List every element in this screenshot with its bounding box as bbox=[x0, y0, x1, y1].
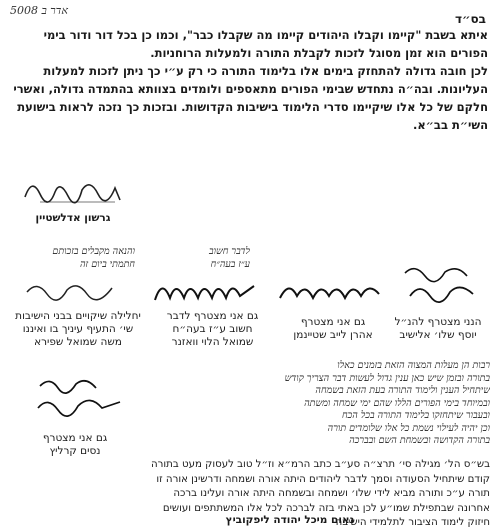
signer-4 bbox=[8, 310, 148, 349]
signature-scribble bbox=[150, 272, 260, 310]
signer-line: שי׳ התעיף עיניך בו ואיננו bbox=[22, 323, 134, 335]
bottom-paragraph: בש״ס הל׳ מגילה סי׳ תרצ״ה סע״ב כתב הרמ״א וז״ל טוב לעסוק מעט בתורה קודם שיתחיל הסעודה וסמך לדבר ליהודים היתה אורה ושמחה ודרשינן אורה זו תורה ע״כ ותורה מביא לידי שלו׳ ושמחה ובשמחה היתה אורה ועלינו ברכה אחרונה שבתפילת שמו״ע לכן באתי בזה לברכה לכל אלו המשתתפים ועושים חיזוק לימוד הציבור לתלמידי הישיבה bbox=[151, 459, 490, 529]
signer-name: משה שמואל שפירא bbox=[34, 336, 122, 348]
signer-name: נסים קרליץ bbox=[49, 445, 101, 457]
handwritten-block bbox=[180, 360, 490, 448]
handwritten-line: וכן יהיה לעילוי נשמת כל אלו שלומדים תורה bbox=[327, 422, 490, 434]
handwritten-line: ובמיוחד בימי הפורים הללו שהם ימי שמחה ומשתה bbox=[304, 397, 490, 409]
bottom-signature: נאום מיכל יהודה ליפקוביץ bbox=[225, 514, 355, 526]
signer-1 bbox=[388, 316, 488, 342]
signer4-handwritten-note bbox=[10, 246, 135, 271]
signer-name: אהרן לייב שטיינמן bbox=[293, 329, 373, 341]
main-text bbox=[10, 26, 488, 134]
signer-line: גם אני מצטרף bbox=[300, 316, 366, 328]
handwritten-line: רבות הן מעלות המצוה הזאת בזמנים כאלו bbox=[337, 360, 490, 371]
signer-2 bbox=[278, 316, 388, 342]
signer-name: שמואל הלוי וואזנר bbox=[171, 336, 254, 348]
note-line: חתמתי ביום זה bbox=[79, 258, 135, 270]
handwritten-line: שיתחיל הענין ולימוד התורה בעת הזאת בשמחה bbox=[315, 385, 490, 396]
signer-line: יחלילה שיקויים בבני הישיבות bbox=[15, 310, 141, 322]
handwritten-line: ובעבור שיתחזקו בלימוד התורה בכל הכח bbox=[342, 410, 490, 421]
note-line: ע״ז בעה״ח bbox=[210, 258, 250, 270]
main-paragraph: לכן חובה גדולה להתחזק בימים אלו בלימוד התורה כי רק ע״י כך ניתן לזכות למעלות העליונות. ובה״ה נתחדש שבימי הפורים מתאספים ולומדים בצוותא בהתמדה גדולה, ואשרי חלקם של כל אלו שיקיימו סדרי הלימוד בישיבות הקדושות. ובזכות כך נזכה לראות בישועת השי״ת בב״א. bbox=[13, 64, 488, 132]
signature-scribble bbox=[22, 276, 122, 302]
signer-3 bbox=[150, 310, 275, 349]
signature-scribble bbox=[275, 276, 385, 308]
signature-scribble bbox=[20, 172, 130, 212]
note-line: והנאה מקבלים בזכותם bbox=[52, 246, 135, 257]
main-paragraph: איתא בשבת "קיימו וקבלו היהודים קיימו מה שקבלו כבר", וכמו כן בכל דור ודור בימי הפורים הוא זמן מסוגל לזכות לקבלת התורה ולמעלות הרוחניות. bbox=[43, 28, 488, 60]
signer-line: גם אני מצטרף bbox=[42, 432, 108, 444]
signer-line: חשוב ע״ז בעה״ח bbox=[172, 323, 253, 335]
signer-line: גם אני מצטרף לדבר bbox=[166, 310, 259, 322]
signer-line: הנני מצטרף להנ״ל bbox=[394, 316, 482, 328]
signer-bottom-left bbox=[20, 432, 130, 458]
signer-name: יוסף שלו׳ אלישיב bbox=[399, 329, 477, 341]
signer3-handwritten-note bbox=[170, 246, 250, 271]
signer-top-name: גרשון אדלשטיין bbox=[35, 212, 111, 224]
signature-scribble bbox=[395, 258, 485, 308]
bsd-header: בס״ד bbox=[454, 12, 486, 26]
corner-handwritten-note: אדר ב 5008 bbox=[10, 4, 68, 17]
note-line: לדבר חשוב bbox=[209, 246, 250, 257]
signature-scribble bbox=[30, 372, 130, 420]
handwritten-line: בתורה הקדושה ובשמחת השם ובברכה bbox=[349, 435, 490, 446]
handwritten-line: בתורה ובזמן שיש כאן ענין גדול לעשות דבר הצריך קודש bbox=[284, 372, 490, 384]
